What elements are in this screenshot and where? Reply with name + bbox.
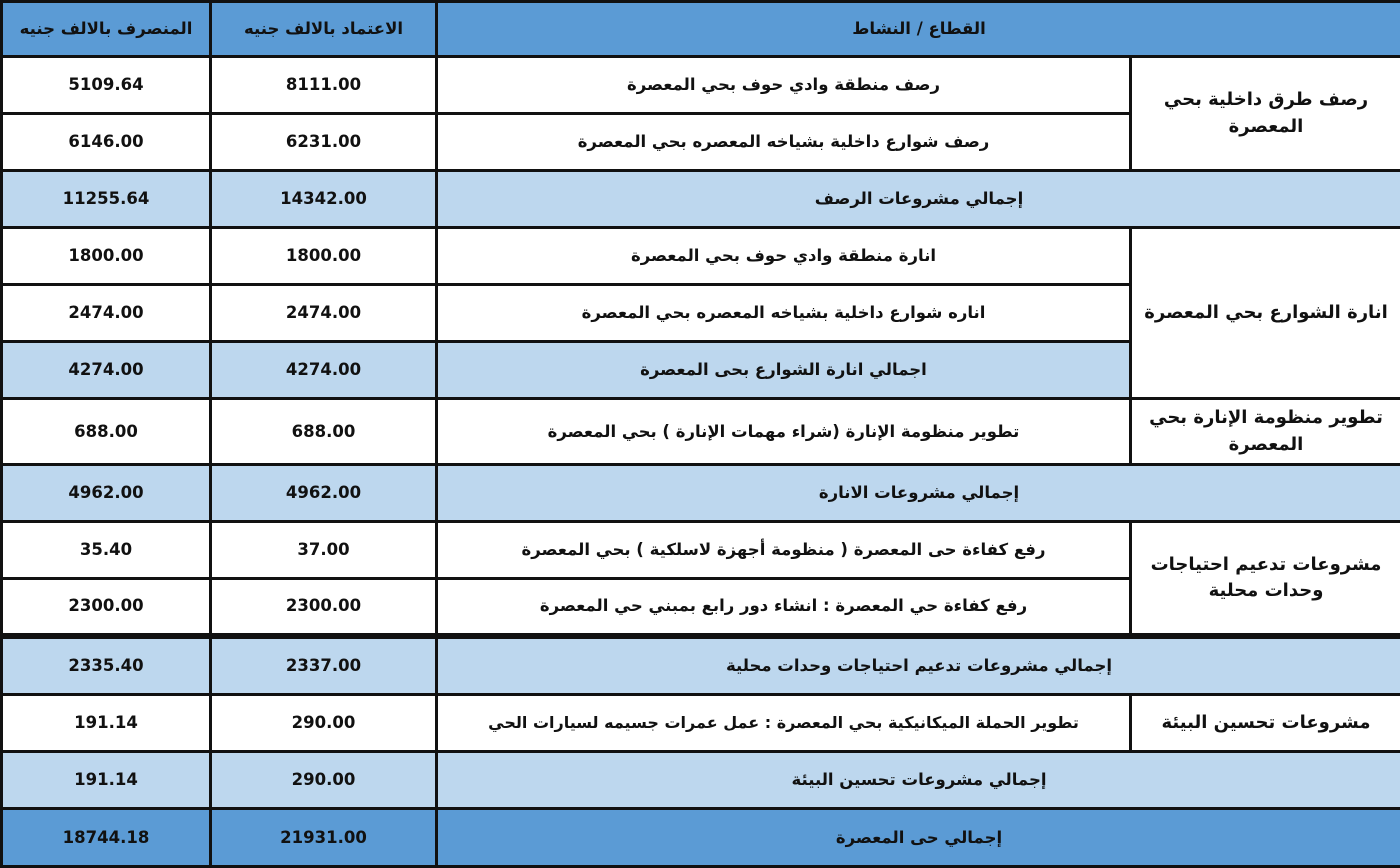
subtotal-row [2, 752, 1400, 809]
spent-cell: 6146.00 [2, 114, 211, 171]
activity-cell: اناره شوارع داخلية بشياخه المعصره بحي المعصرة [437, 285, 1131, 342]
subtotal-row [2, 171, 1400, 228]
allocation-cell: 1800.00 [211, 228, 437, 285]
spent-cell: 688.00 [2, 399, 211, 465]
activity-cell: رفع كفاءة حى المعصرة ( منظومة أجهزة لاسلكية ) بحي المعصرة [437, 522, 1131, 579]
header-row [2, 2, 1400, 57]
spent-cell: 4962.00 [2, 465, 211, 522]
header-spent: المنصرف بالالف جنيه [2, 2, 211, 57]
group-environment: مشروعات تحسين البيئة [1131, 695, 1400, 752]
spent-total-cell: 18744.18 [2, 809, 211, 867]
subtotal-row [2, 465, 1400, 522]
spent-cell: 1800.00 [2, 228, 211, 285]
table-row [2, 228, 1400, 285]
subtotal-label: إجمالي مشروعات تدعيم احتياجات وحدات محلية [437, 636, 1400, 695]
subtotal-label: إجمالي مشروعات تحسين البيئة [437, 752, 1400, 809]
allocation-cell: 4274.00 [211, 342, 437, 399]
allocation-total-cell: 21931.00 [211, 809, 437, 867]
allocation-cell: 6231.00 [211, 114, 437, 171]
header-activity: القطاع / النشاط [437, 2, 1400, 57]
group-lighting-dev: تطوير منظومة الإنارة بحي المعصرة [1131, 399, 1400, 465]
table-row [2, 399, 1400, 465]
allocation-cell: 4962.00 [211, 465, 437, 522]
table-row [2, 695, 1400, 752]
spent-cell: 4274.00 [2, 342, 211, 399]
spent-cell: 11255.64 [2, 171, 211, 228]
spent-cell: 5109.64 [2, 57, 211, 114]
activity-cell: تطوير الحملة الميكانيكية بحي المعصرة : عمل عمرات جسيمه لسيارات الحي [437, 695, 1131, 752]
spent-cell: 191.14 [2, 695, 211, 752]
subtotal-label: اجمالي انارة الشوارع بحى المعصرة [437, 342, 1131, 399]
group-paving: رصف طرق داخلية بحي المعصرة [1131, 57, 1400, 171]
table-row [2, 522, 1400, 579]
allocation-cell: 2300.00 [211, 579, 437, 636]
allocation-cell: 8111.00 [211, 57, 437, 114]
activity-cell: تطوير منظومة الإنارة (شراء مهمات الإنارة ) بحي المعصرة [437, 399, 1131, 465]
allocation-cell: 2474.00 [211, 285, 437, 342]
allocation-cell: 2337.00 [211, 636, 437, 695]
grand-total-row [2, 809, 1400, 867]
table-row [2, 57, 1400, 114]
activity-cell: رصف منطقة وادي حوف بحي المعصرة [437, 57, 1131, 114]
allocation-cell: 14342.00 [211, 171, 437, 228]
subtotal-label: إجمالي مشروعات الرصف [437, 171, 1400, 228]
group-lighting: انارة الشوارع بحي المعصرة [1131, 228, 1400, 399]
spent-cell: 2474.00 [2, 285, 211, 342]
activity-cell: رصف شوارع داخلية بشياخه المعصره بحي المعصرة [437, 114, 1131, 171]
activity-cell: انارة منطقة وادي حوف بحي المعصرة [437, 228, 1131, 285]
allocation-cell: 37.00 [211, 522, 437, 579]
group-local-units: مشروعات تدعيم احتياجات وحدات محلية [1131, 522, 1400, 636]
spent-cell: 35.40 [2, 522, 211, 579]
subtotal-label: إجمالي مشروعات الانارة [437, 465, 1400, 522]
spent-cell: 191.14 [2, 752, 211, 809]
grand-total-label: إجمالي حى المعصرة [437, 809, 1400, 867]
allocation-cell: 290.00 [211, 752, 437, 809]
spent-cell: 2300.00 [2, 579, 211, 636]
activity-cell: رفع كفاءة حي المعصرة : انشاء دور رابع بمبني حي المعصرة [437, 579, 1131, 636]
allocation-cell: 290.00 [211, 695, 437, 752]
spent-cell: 2335.40 [2, 636, 211, 695]
header-allocation: الاعتماد بالالف جنيه [211, 2, 437, 57]
subtotal-row [2, 636, 1400, 695]
allocation-cell: 688.00 [211, 399, 437, 465]
